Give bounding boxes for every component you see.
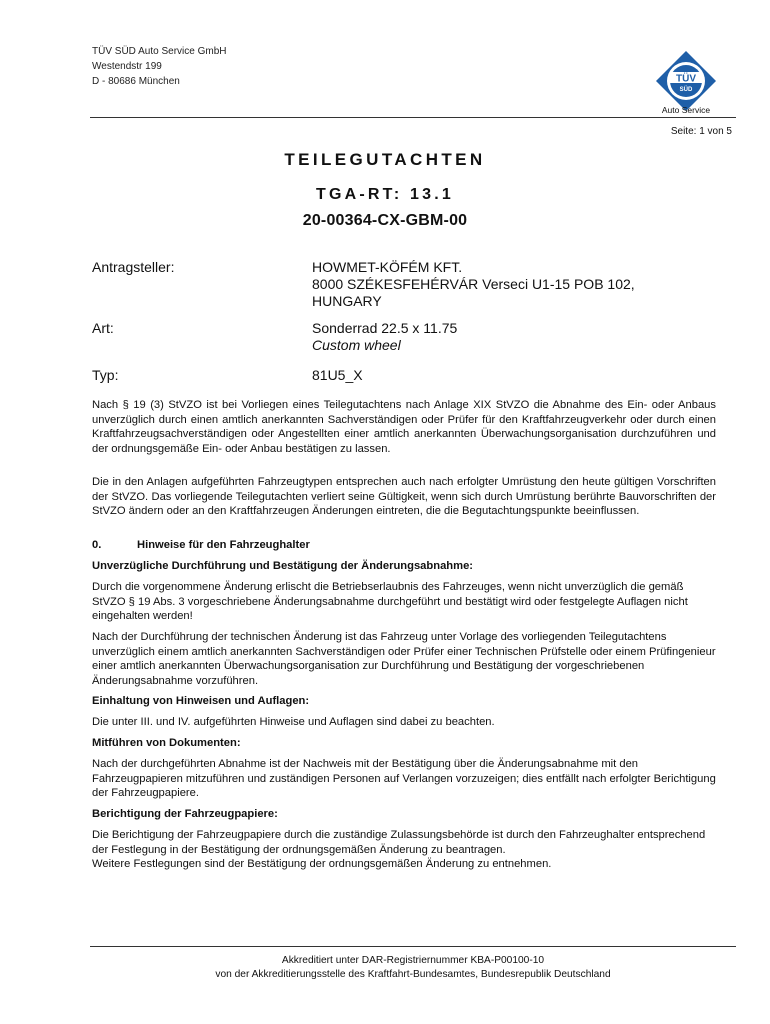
type-label: Typ: xyxy=(92,367,119,383)
header-divider xyxy=(90,117,736,118)
paragraph: Die Berichtigung der Fahrzeugpapiere durch die zuständige Zulassungsbehörde ist durch den Fahrzeughalter entsprechend der Festlegung in der Bestätigung der ordnungsgemäßen Änderung zu beantragen. xyxy=(92,829,706,856)
document-code: TGA-RT: 13.1 xyxy=(316,186,454,203)
document-title: TEILEGUTACHTEN xyxy=(284,150,486,169)
section-title: Hinweise für den Fahrzeughalter xyxy=(137,539,310,551)
footer-accreditation xyxy=(0,954,770,982)
paragraph: Weitere Festlegungen sind der Bestätigung der ordnungsgemäßen Änderung zu entnehmen. xyxy=(92,858,552,870)
applicant-label: Antragsteller: xyxy=(92,259,175,275)
section-heading xyxy=(92,538,716,553)
paragraph: Nach § 19 (3) StVZO ist bei Vorliegen eines Teilegutachtens nach Anlage XIX StVZO die Abnahme des Ein- oder Anbaus unverzüglich durch einen amtlich anerkannten Sachverständigen oder Prüfer für den Kraftfahrzeugverkehr oder durch einen Kraftfahrzeugsachverständigen oder Angestellten einer amtlich anerkannten Überwachungsorganisation durchzuführen und der ordnungsgemäße Ein- oder Anbau bestätigen zu lassen. xyxy=(92,399,716,455)
kind-label: Art: xyxy=(92,320,114,336)
subheading-acceptance: Unverzügliche Durchführung und Bestätigung der Änderungsabnahme: xyxy=(92,560,474,572)
document-number: 20-00364-CX-GBM-00 xyxy=(302,212,468,229)
paragraph-documents xyxy=(92,757,716,801)
kind-value-de: Sonderrad 22.5 x 11.75 xyxy=(312,320,458,336)
applicant-name: HOWMET-KÖFÉM KFT. xyxy=(312,259,463,275)
applicant-value xyxy=(312,259,732,310)
subheading-compliance: Einhaltung von Hinweisen und Auflagen: xyxy=(92,695,310,707)
subheading-papers: Berichtigung der Fahrzeugpapiere: xyxy=(92,808,278,820)
logo-caption: Auto Service xyxy=(661,105,711,115)
section-number: 0. xyxy=(92,539,102,551)
type-value: 81U5_X xyxy=(312,367,363,383)
applicant-address: 8000 SZÉKESFEHÉRVÁR Verseci U1-15 POB 102, xyxy=(312,276,635,292)
paragraph: Die unter III. und IV. aufgeführten Hinweise und Auflagen sind dabei zu beachten. xyxy=(92,716,495,728)
paragraph-inspection xyxy=(92,630,716,688)
paragraph-validity xyxy=(92,475,716,519)
sender-company: TÜV SÜD Auto Service GmbH xyxy=(92,46,227,57)
footer-line-1: Akkreditiert unter DAR-Registriernummer KBA-P00100-10 xyxy=(281,955,545,966)
sender-city: D - 80686 München xyxy=(92,76,180,87)
kind-value xyxy=(312,320,732,354)
paragraph-acceptance xyxy=(92,580,716,624)
page-number: Seite: 1 von 5 xyxy=(670,126,732,137)
sender-address xyxy=(92,44,226,89)
paragraph: Nach der Durchführung der technischen Änderung ist das Fahrzeug unter Vorlage des vorliegenden Teilegutachtens unverzüglich einem amtlich anerkannten Sachverständigen oder Prüfer einer Technischen Prüfstelle oder einem Prüfingenieur einer amtlich anerkannten Überwachungsorganisation zur Durchführung und Bestätigung der vorgeschriebenen Änderungsabnahme vorzuführen. xyxy=(92,631,716,687)
paragraph-legal-basis xyxy=(92,398,716,456)
paragraph: Durch die vorgenommene Änderung erlischt die Betriebserlaubnis des Fahrzeuges, wenn nicht unverzüglich die gemäß StVZO § 19 Abs. 3 vorgeschriebene Änderungsabnahme durchgeführt und bestätigt wird oder festgelegte Auflagen nicht eingehalten werden! xyxy=(92,581,688,622)
footer-line-2: von der Akkreditierungsstelle des Kraftfahrt-Bundesamtes, Bundesrepublik Deutschland xyxy=(215,969,611,980)
tuv-sud-logo xyxy=(655,50,717,112)
logo-text-top: TÜV xyxy=(676,73,696,85)
kind-value-en: Custom wheel xyxy=(312,337,401,353)
paragraph-papers xyxy=(92,828,716,872)
logo-text-bottom: SÜD xyxy=(679,87,693,93)
paragraph: Nach der durchgeführten Abnahme ist der Nachweis mit der Bestätigung über die Änderungsabnahme mit den Fahrzeugpapieren mitzuführen und zuständigen Personen auf Verlangen vorzuzeigen; dies entfällt nach erfolgter Berichtigung der Fahrzeugpapiere. xyxy=(92,758,716,799)
paragraph: Die in den Anlagen aufgeführten Fahrzeugtypen entsprechen auch nach erfolgter Umrüstung den heute gültigen Vorschriften der StVZO. Das vorliegende Teilegutachten verliert seine Gültigkeit, wenn sich durch Umrüstung berührte Bauvorschriften der StVZO ändern oder an den Kraftfahrzeugen Änderungen eintreten, die die Begutachtungspunkte beeinflussen. xyxy=(92,476,716,517)
subheading-documents: Mitführen von Dokumenten: xyxy=(92,737,241,749)
paragraph-compliance xyxy=(92,715,716,730)
footer-divider xyxy=(90,946,736,947)
applicant-country: HUNGARY xyxy=(312,293,382,309)
sender-street: Westendstr 199 xyxy=(92,61,162,72)
